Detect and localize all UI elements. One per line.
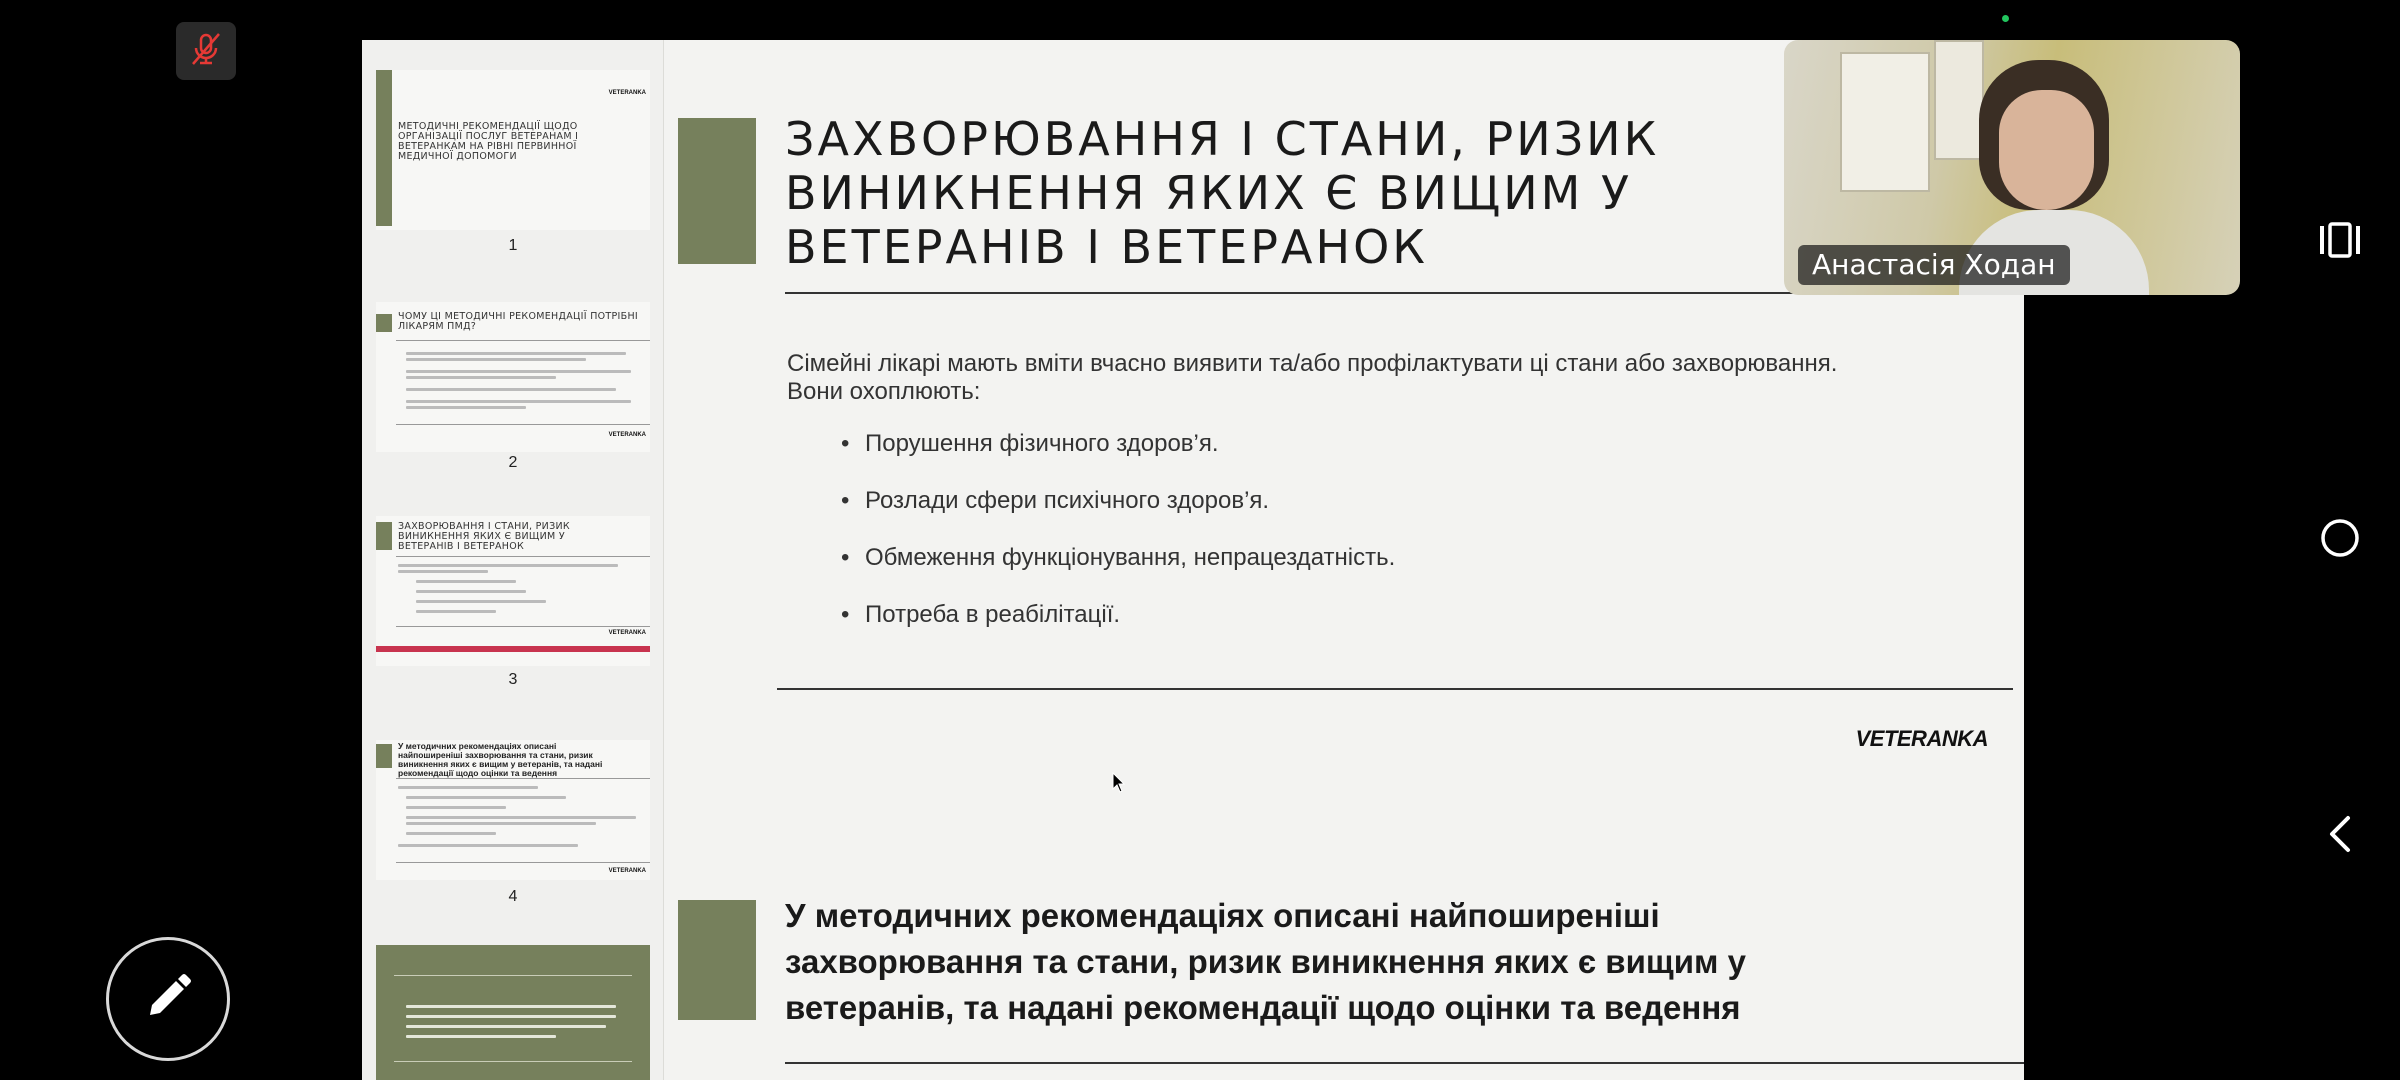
bullet-item: • Обмеження функціонування, непрацездатність. <box>841 544 1395 601</box>
mouse-cursor <box>1112 772 1126 799</box>
thumbnail-text-line <box>406 796 566 799</box>
slide-number: 4 <box>508 888 518 905</box>
thumbnail-accent-bar <box>376 522 392 550</box>
veteranka-logo: VETERANKA <box>1855 726 1988 751</box>
thumbnail-accent-bar <box>376 314 392 332</box>
recents-icon <box>2318 220 2362 265</box>
thumbnail-divider <box>396 424 650 425</box>
thumbnail-text-line <box>416 580 516 583</box>
thumbnail-text-line <box>406 370 631 373</box>
bullet-item: • Потреба в реабілітації. <box>841 601 1395 658</box>
thumbnail-text-line <box>406 376 556 379</box>
thumbnail-text-line <box>406 352 626 355</box>
thumbnail-text-line <box>406 1025 606 1028</box>
participant-name-label: Анастасія Ходан <box>1798 245 2070 285</box>
thumbnail-text-line <box>406 1035 556 1038</box>
shared-screen <box>362 40 2024 1080</box>
pencil-icon <box>140 969 196 1030</box>
thumbnail-accent-bar <box>376 744 392 768</box>
thumbnail-divider <box>394 1061 632 1062</box>
bullet-item: • Порушення фізичного здоров’я. <box>841 430 1395 487</box>
thumbnail-title: ЧОМУ ЦІ МЕТОДИЧНІ РЕКОМЕНДАЦІЇ ПОТРІБНІ ЛІКАРЯМ ПМД? <box>398 311 639 332</box>
home-icon <box>2318 516 2362 565</box>
thumbnail-text-line <box>406 388 616 391</box>
bullet-item: • Розлади сфери психічного здоров’я. <box>841 487 1395 544</box>
home-button[interactable] <box>2310 510 2370 570</box>
slide-thumbnail-2[interactable] <box>376 302 650 452</box>
slide-thumbnail-4[interactable] <box>376 740 650 880</box>
active-slide-marker <box>376 646 650 652</box>
slide-thumbnails-panel[interactable] <box>362 40 664 1080</box>
slide-thumbnail-3[interactable] <box>376 516 650 666</box>
thumbnail-text-line <box>398 570 488 573</box>
thumbnail-text-line <box>406 400 631 403</box>
camera-indicator-dot <box>2002 15 2009 22</box>
thumbnail-text-line <box>406 832 496 835</box>
slide-thumbnail-5[interactable] <box>376 945 650 1080</box>
back-button[interactable] <box>2310 806 2370 866</box>
participant-video-tile[interactable] <box>1784 40 2240 295</box>
mic-off-icon <box>186 29 226 74</box>
mic-off-button[interactable] <box>176 22 236 80</box>
annotate-button[interactable] <box>106 937 230 1061</box>
back-icon <box>2320 812 2360 861</box>
wall-chart <box>1840 52 1930 192</box>
thumbnail-text-line <box>406 816 636 819</box>
slide-title: ЗАХВОРЮВАННЯ І СТАНИ, РИЗИК ВИНИКНЕННЯ ЯКИХ Є ВИЩИМ У ВЕТЕРАНІВ І ВЕТЕРАНОК <box>785 112 1660 274</box>
slide-thumbnail-1[interactable] <box>376 70 650 230</box>
thumbnail-logo: VETERANKA <box>608 630 646 636</box>
thumbnail-divider <box>396 626 650 627</box>
thumbnail-text-line <box>406 822 596 825</box>
thumbnail-divider <box>396 862 650 863</box>
thumbnail-text-line <box>398 564 618 567</box>
thumbnail-text-line <box>406 1005 616 1008</box>
thumbnail-text-line <box>398 844 578 847</box>
thumbnail-text-line <box>416 600 546 603</box>
thumbnail-divider <box>396 778 650 779</box>
thumbnail-accent-bar <box>376 70 392 226</box>
next-slide-title: У методичних рекомендаціях описані найпоширеніші захворювання та стани, ризик виникнення яких є вищим у ветеранів, та надані рекомендації щодо оцінки та ведення <box>785 897 1746 1026</box>
thumbnail-text-line <box>406 1015 616 1018</box>
slide-bullet-list <box>841 430 1395 658</box>
thumbnail-divider <box>396 340 650 341</box>
thumbnail-title: У методичних рекомендаціях описані найпоширеніші захворювання та стани, ризик виникнення яких є вищим у ветеранів, та надані рекомендації щодо оцінки та ведення <box>398 741 603 778</box>
slide-number: 1 <box>508 237 518 254</box>
thumbnail-logo: VETERANKA <box>608 432 646 438</box>
thumbnail-text-line <box>406 358 586 361</box>
thumbnail-text-line <box>416 610 496 613</box>
thumbnail-logo: VETERANKA <box>608 868 646 874</box>
content-divider <box>777 688 2013 690</box>
slide-accent-block <box>678 900 756 1020</box>
recents-button[interactable] <box>2310 212 2370 272</box>
thumbnail-text-line <box>406 406 526 409</box>
thumbnail-title: МЕТОДИЧНІ РЕКОМЕНДАЦІЇ ЩОДО ОРГАНІЗАЦІЇ ПОСЛУГ ВЕТЕРАНАМ І ВЕТЕРАНКАМ НА РІВНІ ПЕРВИННОЇ МЕДИЧНОЇ ДОПОМОГИ <box>398 121 579 162</box>
slide-number: 2 <box>508 454 518 471</box>
title-divider <box>785 1062 2024 1064</box>
thumbnail-text-line <box>398 786 538 789</box>
thumbnail-text-line <box>406 806 506 809</box>
thumbnail-text-line <box>416 590 526 593</box>
thumbnail-title: ЗАХВОРЮВАННЯ І СТАНИ, РИЗИК ВИНИКНЕННЯ ЯКИХ Є ВИЩИМ У ВЕТЕРАНІВ І ВЕТЕРАНОК <box>398 521 570 552</box>
thumbnail-logo: VETERANKA <box>608 90 646 96</box>
slide-accent-block <box>678 118 756 264</box>
slide-intro-text: Сімейні лікарі мають вміти вчасно виявити та/або профілактувати ці стани або захворювання. Вони охоплюють: <box>787 350 1838 405</box>
slide-number: 3 <box>508 671 518 688</box>
thumbnail-divider <box>396 556 650 557</box>
thumbnail-divider <box>394 975 632 976</box>
